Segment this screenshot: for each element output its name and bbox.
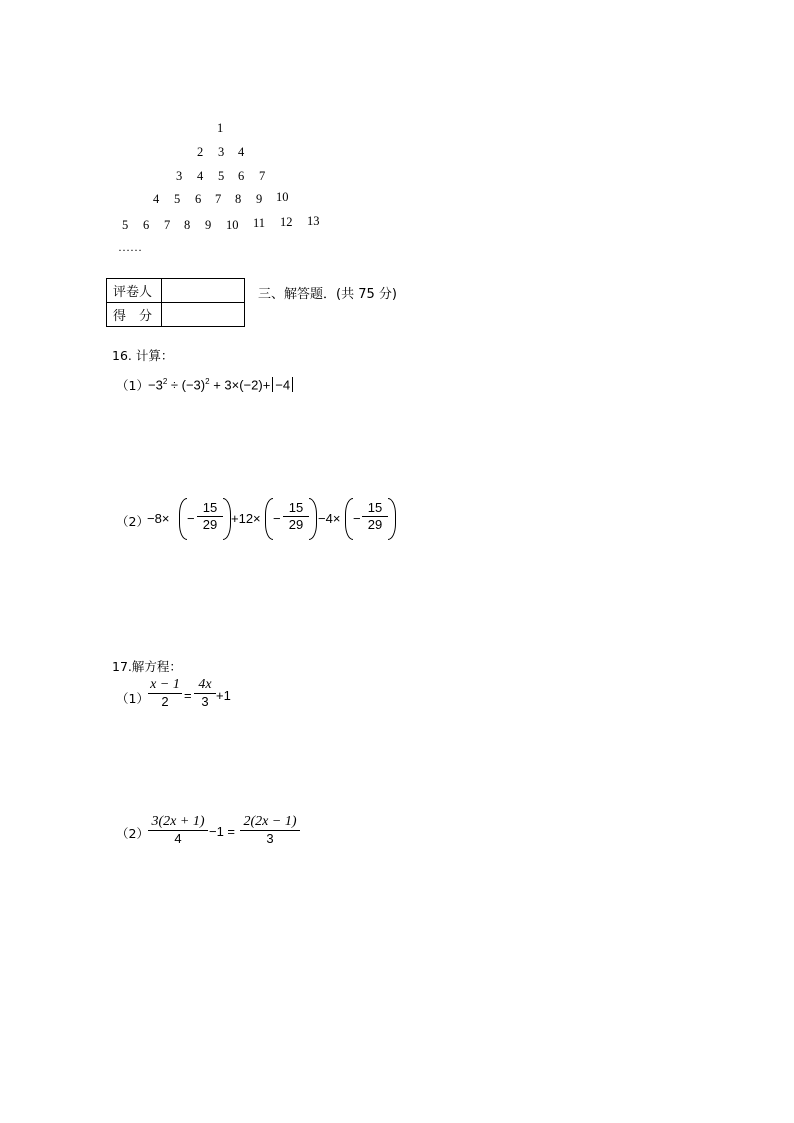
triangle-number: 7 [259, 169, 266, 183]
expression: $-3^2 \div (-3)^2 + 3\times(-2)+ -4$ [148, 377, 295, 392]
fraction: $\frac{3(2x + 1)}{4}$ [148, 814, 208, 847]
operator: −4× [318, 511, 341, 526]
triangle-number: 6 [143, 218, 150, 232]
triangle-number: 13 [307, 214, 320, 228]
triangle-number: 10 [276, 190, 289, 204]
part-label: （1） [116, 378, 149, 393]
triangle-number: 12 [280, 215, 293, 229]
triangle-number: 8 [235, 192, 242, 206]
left-paren [179, 498, 187, 540]
triangle-ellipsis: …… [118, 240, 142, 254]
operator: +12× [231, 511, 261, 526]
triangle-number: 11 [253, 216, 266, 230]
triangle-number: 5 [122, 218, 129, 232]
triangle-number: 9 [205, 218, 212, 232]
triangle-number: 9 [256, 192, 263, 206]
expression: −1 = [209, 824, 236, 839]
right-paren [388, 498, 396, 540]
triangle-number: 4 [197, 169, 204, 183]
triangle-number: 10 [226, 218, 239, 232]
fraction: $\frac{15}{29}$ [283, 500, 309, 533]
grader-label: 评卷人 [107, 279, 162, 303]
score-label: 得 分 [107, 303, 162, 327]
expression: +1 [216, 688, 231, 703]
question-16-title: 16. 计算： [112, 348, 174, 363]
minus-sign: − [353, 511, 361, 526]
triangle-number: 6 [238, 169, 245, 183]
part-label: （1） [116, 691, 149, 706]
coefficient: −8× [147, 511, 170, 526]
part-label: （2） [116, 826, 149, 841]
triangle-number: 5 [174, 192, 181, 206]
question-17-title: 17.解方程： [112, 659, 182, 674]
minus-sign: − [273, 511, 281, 526]
triangle-number: 2 [197, 145, 204, 159]
left-paren [345, 498, 353, 540]
fraction: $\frac{15}{29}$ [362, 500, 388, 533]
triangle-number: 7 [215, 192, 222, 206]
triangle-number: 3 [218, 145, 225, 159]
fraction: $\frac{4x}{3}$ [194, 677, 216, 710]
left-paren [265, 498, 273, 540]
fraction: $\frac{15}{29}$ [197, 500, 223, 533]
triangle-number: 3 [176, 169, 183, 183]
right-paren [223, 498, 231, 540]
fraction: $\frac{x - 1}{2}$ [148, 677, 182, 710]
triangle-number: 1 [217, 121, 224, 135]
grader-cell [162, 279, 245, 303]
triangle-number: 4 [238, 145, 245, 159]
triangle-number: 7 [164, 218, 171, 232]
equals-sign: = [184, 688, 192, 703]
triangle-number: 4 [153, 192, 160, 206]
part-label: （2） [116, 514, 149, 529]
triangle-number: 6 [195, 192, 202, 206]
fraction: $\frac{2(2x - 1)}{3}$ [240, 814, 300, 847]
right-paren [309, 498, 317, 540]
triangle-number: 8 [184, 218, 191, 232]
section-title: 三、解答题．(共 75 分) [258, 287, 397, 302]
triangle-number: 5 [218, 169, 225, 183]
score-cell [162, 303, 245, 327]
score-table [106, 278, 245, 327]
minus-sign: − [187, 511, 195, 526]
